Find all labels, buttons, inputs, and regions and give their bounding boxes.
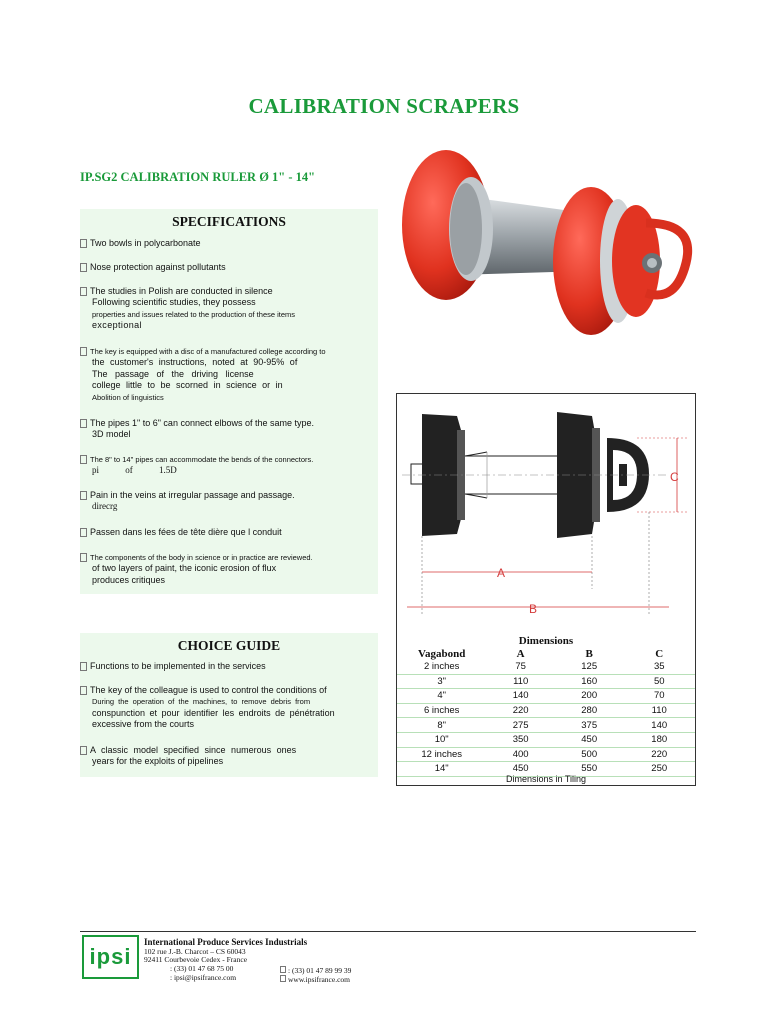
- address-line-2: 92411 Courbevoie Cedex - France: [144, 955, 248, 964]
- fax-icon: [280, 966, 286, 973]
- dimension-a-label: A: [497, 566, 506, 580]
- email-link[interactable]: : ipsi@ipsifrance.com: [170, 973, 237, 982]
- table-header-row: Vagabond A B C: [418, 648, 664, 660]
- checkbox-icon: [80, 419, 87, 428]
- dimension-c-label: C: [670, 470, 679, 484]
- web-icon: [280, 975, 286, 982]
- table-row: 4" 140 200 70: [397, 689, 695, 704]
- checkbox-icon: [80, 239, 87, 248]
- table-row: 3" 110 160 50: [397, 674, 695, 689]
- guide-item: A classic model specified since numerous ones years for the exploits of pipelines: [80, 745, 378, 768]
- spec-item: The key is equipped with a disc of a manufactured college according to the customer's instructions, noted at 90-95% of The passage of the driving license college little to be scorned in science or in Abolition of linguistics: [80, 346, 378, 403]
- spec-item: Two bowls in polycarbonate: [80, 238, 378, 249]
- checkbox-icon: [80, 263, 87, 272]
- choice-guide-panel: [80, 633, 378, 777]
- specifications-heading: SPECIFICATIONS: [172, 214, 286, 229]
- checkbox-icon: [80, 491, 87, 500]
- dimensions-heading: Dimensions: [518, 635, 574, 647]
- spec-item: Pain in the veins at irregular passage and passage. direcrg: [80, 490, 378, 513]
- table-row: 2 inches 75 125 35: [397, 660, 695, 674]
- checkbox-icon: [80, 662, 87, 671]
- checkbox-icon: [80, 553, 87, 562]
- scraper-photo: [396, 143, 696, 335]
- ipsi-logo: ipsi: [82, 935, 139, 979]
- fax-number: : (33) 01 47 89 99 39: [280, 965, 351, 976]
- guide-item: The key of the colleague is used to control the conditions of During the operation of the machines, to remove debris from conspunction et pour identifier les endroits de pénétration excessive from the courts: [80, 685, 378, 731]
- spec-item: The 8" to 14" pipes can accommodate the bends of the connectors. pi of 1.5D: [80, 454, 378, 477]
- specifications-panel: [80, 209, 378, 594]
- checkbox-icon: [80, 455, 87, 464]
- checkbox-icon: [80, 287, 87, 296]
- dimension-b-label: B: [529, 602, 538, 616]
- phone-number: : (33) 01 47 68 75 00: [170, 964, 234, 973]
- table-row: 14" 450 550 250: [397, 762, 695, 777]
- table-row: 12 inches 400 500 220: [397, 747, 695, 762]
- address-line-1: 102 rue J.-B. Charcot – CS 60043: [144, 947, 246, 956]
- spec-item: The studies in Polish are conducted in silence Following scientific studies, they possess properties and issues related to the production of these items exceptional: [80, 286, 378, 332]
- company-name: International Produce Services Industrials: [144, 937, 308, 947]
- spec-item: Passen dans les fées de tête dière que l conduit: [80, 527, 378, 538]
- spec-item: Nose protection against pollutants: [80, 262, 378, 273]
- checkbox-icon: [80, 746, 87, 755]
- website-link[interactable]: www.ipsifrance.com: [280, 974, 350, 985]
- checkbox-icon: [80, 528, 87, 537]
- technical-drawing: [397, 394, 695, 629]
- checkbox-icon: [80, 686, 87, 695]
- dimensions-table: [397, 648, 695, 777]
- table-row: 6 inches 220 280 110: [397, 703, 695, 718]
- spec-item: The pipes 1" to 6" can connect elbows of the same type. 3D model: [80, 418, 378, 441]
- spec-item: The components of the body in science or in practice are reviewed. of two layers of paint, the iconic erosion of flux produces critiques: [80, 552, 378, 586]
- dimensions-footnote: Dimensions in Tiling: [505, 774, 587, 784]
- table-row: 10" 350 450 180: [397, 732, 695, 747]
- choice-guide-heading: CHOICE GUIDE: [177, 638, 281, 653]
- page-title: CALIBRATION SCRAPERS: [248, 94, 520, 118]
- technical-drawing-box: [396, 393, 696, 786]
- checkbox-icon: [80, 347, 87, 356]
- table-row: 8" 275 375 140: [397, 718, 695, 733]
- product-subtitle: IP.SG2 CALIBRATION RULER Ø 1" - 14": [80, 170, 316, 184]
- guide-item: Functions to be implemented in the services: [80, 661, 378, 672]
- footer-divider: [80, 931, 696, 932]
